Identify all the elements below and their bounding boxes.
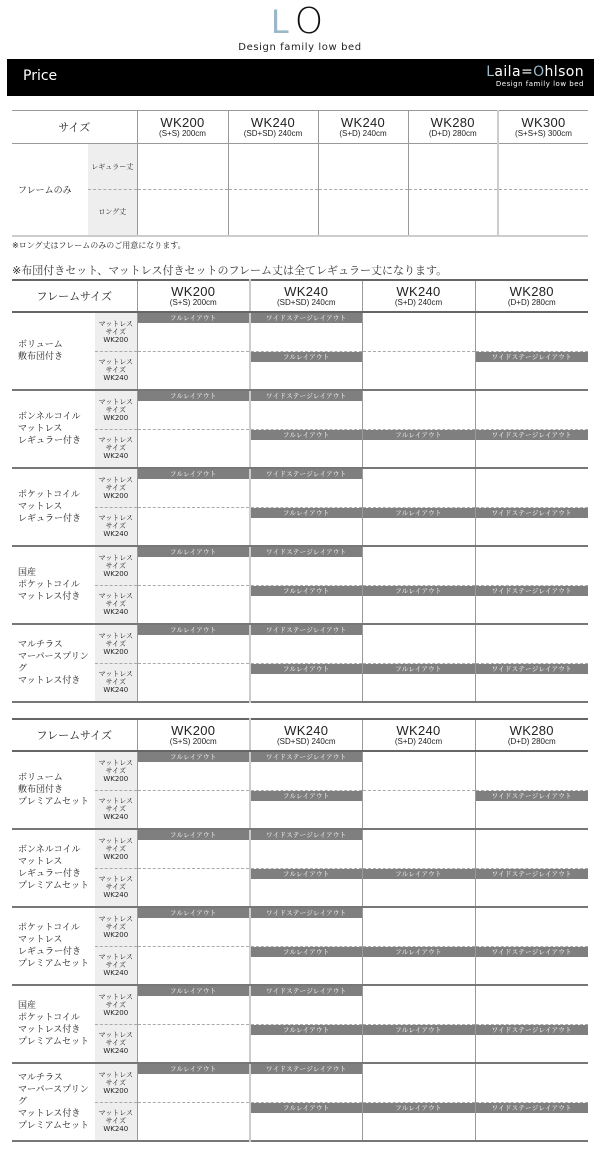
price-cell [250,429,362,468]
price-cell [250,312,362,351]
column-header: WK240 (S+D) 240cm [362,280,475,312]
table-row [12,190,588,236]
price-cell [137,624,250,663]
brand-accent-letter: O [533,64,545,80]
price-cell [137,663,250,702]
layout-badge: ワイドステージレイアウト [251,908,362,918]
price-cell [475,546,588,585]
price-cell [475,1102,588,1141]
price-cell [250,663,362,702]
price-cell [362,751,475,790]
price-cell [475,468,588,507]
layout-badge: フルレイアウト [138,908,250,918]
price-cell [475,946,588,985]
price-cell [137,1063,250,1102]
price-cell [318,144,408,190]
logo-letter-l: L [270,3,295,41]
price-cell [137,312,250,351]
layout-badge: フルレイアウト [138,391,250,401]
column-header: WK200 (S+S) 200cm [137,280,250,312]
column-header: WK240 (S+D) 240cm [318,111,408,144]
layout-badge: フルレイアウト [363,508,475,518]
price-cell [362,546,475,585]
layout-badge: フルレイアウト [251,664,362,674]
mattress-size-label: マットレス サイズ WK200 [95,751,137,790]
table-row [12,312,588,351]
price-cell [137,468,250,507]
layout-badge: フルレイアウト [363,664,475,674]
mattress-size-label: マットレス サイズ WK200 [95,985,137,1024]
table-header-row [12,111,588,144]
layout-badge: フルレイアウト [251,430,362,440]
price-cell [498,144,588,190]
set-group-label: 国産 ポケットコイル マットレス付き プレミアムセット [12,985,95,1063]
mattress-size-label: マットレス サイズ WK240 [95,429,137,468]
table-row [12,468,588,507]
price-cell [408,190,498,236]
set-group-label: ボリューム 敷布団付き プレミアムセット [12,751,95,829]
column-header: WK240 (S+D) 240cm [362,719,475,751]
price-cell [250,868,362,907]
row-label: ロング丈 [88,190,137,236]
table-row [12,144,588,190]
price-cell [362,390,475,429]
price-cell [362,868,475,907]
frame-size-header: フレームサイズ [12,719,137,751]
column-header: WK240 (SD+SD) 240cm [228,111,318,144]
price-cell [362,1024,475,1063]
price-cell [250,1063,362,1102]
long-length-note: ※ロング丈はフレームのみのご用意になります。 [12,241,186,250]
price-cell [137,829,250,868]
column-header: WK200 (S+S) 200cm [137,719,250,751]
price-cell [475,312,588,351]
layout-badge: ワイドステージレイアウト [476,791,589,801]
column-header: WK200 (S+S) 200cm [137,111,228,144]
mattress-size-label: マットレス サイズ WK200 [95,390,137,429]
layout-badge: フルレイアウト [363,869,475,879]
layout-badge: ワイドステージレイアウト [476,947,589,957]
brand-wordmark [486,64,584,89]
layout-badge: フルレイアウト [251,508,362,518]
set-price-table-standard [12,279,588,703]
price-cell [250,946,362,985]
table-row [12,946,588,985]
price-cell [362,1063,475,1102]
price-cell [137,546,250,585]
column-header: WK240 (SD+SD) 240cm [250,719,362,751]
set-group-label: マルチラス マーパースプリング マットレス付き [18,640,89,686]
price-cell [475,907,588,946]
frame-only-price-table [12,110,588,237]
table-row [12,829,588,868]
layout-badge: フルレイアウト [251,352,362,362]
layout-badge: ワイドステージレイアウト [251,313,362,323]
price-cell [137,907,250,946]
price-cell [475,663,588,702]
mattress-size-label: マットレス サイズ WK200 [95,312,137,351]
table-row [12,985,588,1024]
price-cell [137,190,228,236]
price-cell [362,624,475,663]
column-header: WK240 (SD+SD) 240cm [250,280,362,312]
price-cell [250,390,362,429]
layout-badge: フルレイアウト [251,791,362,801]
layout-badge: フルレイアウト [251,947,362,957]
layout-badge: ワイドステージレイアウト [251,547,362,557]
price-cell [475,507,588,546]
table-row [12,624,588,663]
price-cell [250,507,362,546]
price-cell [362,907,475,946]
layout-badge: フルレイアウト [251,586,362,596]
set-group-label: マルチラス マーパースプリング マットレス付き プレミアムセット [18,1073,90,1131]
mattress-size-label: マットレス サイズ WK200 [95,829,137,868]
table-row [12,429,588,468]
mattress-size-label: マットレス サイズ WK240 [95,351,137,390]
section-title: Price [23,68,58,84]
table-row [12,663,588,702]
brand-text: aila= [494,64,534,80]
price-cell [475,1024,588,1063]
price-cell [362,351,475,390]
layout-badge: フルレイアウト [138,469,250,479]
set-group-label: 国産 ポケットコイル マットレス付き [12,546,95,624]
price-cell [362,946,475,985]
mattress-size-label: マットレス サイズ WK240 [95,1024,137,1063]
layout-badge: フルレイアウト [138,1064,250,1074]
price-cell [250,790,362,829]
table-row [12,790,588,829]
price-cell [475,624,588,663]
price-cell [475,985,588,1024]
price-cell [362,1102,475,1141]
price-cell [475,829,588,868]
layout-badge: フルレイアウト [363,1025,475,1035]
price-cell [137,868,250,907]
table-row [12,868,588,907]
layout-badge: ワイドステージレイアウト [476,430,589,440]
mattress-size-label: マットレス サイズ WK240 [95,585,137,624]
price-cell [228,190,318,236]
table-row [12,1024,588,1063]
layout-badge: ワイドステージレイアウト [251,1064,362,1074]
layout-badge: ワイドステージレイアウト [251,986,362,996]
table-row [12,1063,588,1102]
price-cell [250,1102,362,1141]
price-cell [250,985,362,1024]
table-row [12,1102,588,1141]
set-group-label: ポケットコイル マットレス レギュラー付き プレミアムセット [12,907,95,985]
layout-badge: フルレイアウト [363,586,475,596]
logo-letter-o: O [294,1,330,42]
price-cell [362,985,475,1024]
row-label: レギュラー丈 [88,144,137,190]
table-row [12,507,588,546]
layout-badge: フルレイアウト [251,1025,362,1035]
size-header: サイズ [12,111,137,144]
table-row [12,907,588,946]
price-cell [137,1102,250,1141]
layout-badge: ワイドステージレイアウト [476,586,589,596]
price-cell [250,624,362,663]
price-cell [137,351,250,390]
price-cell [362,312,475,351]
price-cell [362,663,475,702]
table-row [12,390,588,429]
brand-text-suffix: hlson [544,64,584,80]
mattress-size-label: マットレス サイズ WK200 [95,624,137,663]
frame-size-header: フレームサイズ [12,280,137,312]
price-cell [137,585,250,624]
set-group-label: ボンネルコイル マットレス レギュラー付き [12,390,95,468]
table-header-row [12,280,588,312]
brand-tagline: Design family low bed [495,80,584,88]
price-cell [362,429,475,468]
price-cell [137,946,250,985]
set-group-label: ポケットコイル マットレス レギュラー付き [12,468,95,546]
mattress-size-label: マットレス サイズ WK240 [95,663,137,702]
price-cell [250,1024,362,1063]
layout-badge: フルレイアウト [138,547,250,557]
price-cell [475,429,588,468]
set-group-label: ボリューム 敷布団付き [12,312,95,390]
regular-length-note: ※布団付きセット、マットレス付きセットのフレーム丈は全てレギュラー丈になります。 [12,264,448,277]
layout-badge: ワイドステージレイアウト [476,1103,589,1113]
price-cell [250,829,362,868]
brand-logo [0,2,600,53]
mattress-size-label: マットレス サイズ WK240 [95,946,137,985]
price-cell [362,585,475,624]
layout-badge: フルレイアウト [138,313,250,323]
layout-badge: ワイドステージレイアウト [251,830,362,840]
price-cell [250,751,362,790]
price-cell [475,790,588,829]
set-group-label: ボンネルコイル マットレス レギュラー付き プレミアムセット [12,829,95,907]
column-header: WK280 (D+D) 280cm [475,719,588,751]
price-cell [475,751,588,790]
table-row [12,546,588,585]
layout-badge: ワイドステージレイアウト [476,1025,589,1035]
price-cell [250,468,362,507]
price-cell [228,144,318,190]
layout-badge: フルレイアウト [251,869,362,879]
price-cell [137,751,250,790]
group-label: フレームのみ [18,185,72,196]
brand-initial: L [486,64,495,80]
section-header-bar [7,59,594,96]
column-header: WK280 (D+D) 280cm [408,111,498,144]
layout-badge: フルレイアウト [363,430,475,440]
price-cell [137,1024,250,1063]
table-row [12,585,588,624]
price-cell [498,190,588,236]
mattress-size-label: マットレス サイズ WK240 [95,790,137,829]
price-cell [137,429,250,468]
table-row [12,751,588,790]
price-cell [362,507,475,546]
mattress-size-label: マットレス サイズ WK240 [95,868,137,907]
table-header-row [12,719,588,751]
layout-badge: ワイドステージレイアウト [251,469,362,479]
price-cell [475,1063,588,1102]
column-header: WK280 (D+D) 280cm [475,280,588,312]
layout-badge: ワイドステージレイアウト [476,869,589,879]
layout-badge: フルレイアウト [138,830,250,840]
price-cell [362,468,475,507]
set-price-table-premium [12,718,588,1142]
price-cell [250,546,362,585]
layout-badge: フルレイアウト [138,986,250,996]
layout-badge: フルレイアウト [251,1103,362,1113]
mattress-size-label: マットレス サイズ WK240 [95,507,137,546]
layout-badge: フルレイアウト [138,752,250,762]
price-cell [475,390,588,429]
price-cell [137,790,250,829]
logo-subtitle: Design family low bed [238,42,362,53]
logo-mark [0,2,600,42]
layout-badge: ワイドステージレイアウト [251,752,362,762]
mattress-size-label: マットレス サイズ WK240 [95,1102,137,1141]
layout-badge: ワイドステージレイアウト [251,625,362,635]
price-cell [250,907,362,946]
price-cell [318,190,408,236]
price-cell [362,790,475,829]
mattress-size-label: マットレス サイズ WK200 [95,468,137,507]
layout-badge: ワイドステージレイアウト [251,391,362,401]
price-cell [137,985,250,1024]
price-cell [475,868,588,907]
price-cell [250,351,362,390]
price-cell [137,390,250,429]
price-cell [408,144,498,190]
layout-badge: フルレイアウト [363,1103,475,1113]
table-row [12,351,588,390]
layout-badge: ワイドステージレイアウト [476,352,589,362]
price-cell [137,144,228,190]
price-cell [362,829,475,868]
mattress-size-label: マットレス サイズ WK200 [95,907,137,946]
mattress-size-label: マットレス サイズ WK200 [95,1063,137,1102]
layout-badge: ワイドステージレイアウト [476,664,589,674]
price-cell [137,507,250,546]
layout-badge: ワイドステージレイアウト [476,508,589,518]
layout-badge: フルレイアウト [138,625,250,635]
layout-badge: フルレイアウト [363,947,475,957]
price-cell [475,585,588,624]
price-cell [475,351,588,390]
column-header: WK300 (S+S+S) 300cm [498,111,588,144]
mattress-size-label: マットレス サイズ WK200 [95,546,137,585]
price-cell [250,585,362,624]
